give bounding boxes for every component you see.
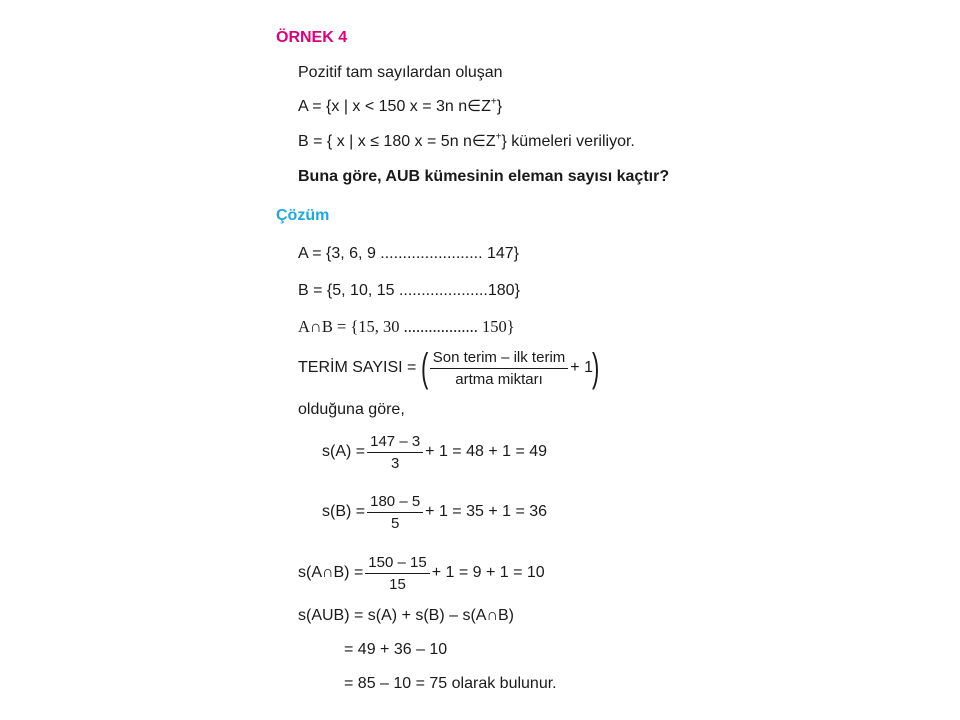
solution-set-intersection: A∩B = {15, 30 .................. 150} [298, 317, 515, 336]
term-count-label: TERİM SAYISI = [298, 359, 417, 376]
sab-fraction [365, 554, 429, 593]
sa-label: s(A) = [322, 443, 366, 460]
sab-denominator: 15 [389, 575, 406, 593]
sb-numerator: 180 – 5 [367, 493, 423, 513]
set-a-definition-tail: } [496, 98, 503, 115]
sa-denominator: 3 [390, 454, 400, 472]
solution-set-a: A = {3, 6, 9 ....................... 147} [298, 245, 520, 262]
sa-formula [322, 430, 547, 474]
term-count-tail: + 1 [570, 359, 593, 376]
set-a-definition-text: A = {x | x < 150 x = 3n n∈Z [298, 98, 491, 115]
example-intro: Pozitif tam sayılardan oluşan [298, 64, 503, 81]
sb-formula [322, 490, 547, 534]
superscript-plus: + [490, 96, 497, 108]
term-count-fraction [430, 349, 569, 388]
since-text: olduğuna göre, [298, 401, 405, 418]
union-line-1: s(AUB) = s(A) + s(B) – s(A∩B) [298, 607, 514, 624]
union-line-3: = 85 – 10 = 75 olarak bulunur. [344, 675, 557, 692]
sb-label: s(B) = [322, 503, 366, 520]
sb-fraction [367, 493, 423, 532]
left-paren-icon: ( [421, 346, 429, 390]
set-a-definition [298, 97, 502, 117]
term-count-formula [298, 346, 598, 390]
sab-tail: + 1 = 9 + 1 = 10 [431, 564, 545, 581]
term-count-numerator: Son terim – ilk terim [430, 349, 569, 369]
superscript-plus: + [495, 131, 502, 143]
sab-formula [298, 551, 545, 595]
sb-tail: + 1 = 35 + 1 = 36 [425, 503, 548, 520]
set-b-definition-tail: } kümeleri veriliyor. [501, 133, 635, 150]
solution-title: Çözüm [276, 207, 330, 224]
union-line-2: = 49 + 36 – 10 [344, 641, 448, 658]
sa-fraction [367, 433, 423, 472]
right-paren-icon: ) [591, 346, 600, 390]
sa-numerator: 147 – 3 [367, 433, 423, 453]
sb-denominator: 5 [390, 514, 400, 532]
term-count-denominator: artma miktarı [455, 370, 543, 388]
set-b-definition-text: B = { x | x ≤ 180 x = 5n n∈Z [298, 133, 496, 150]
example-title: ÖRNEK 4 [276, 29, 348, 46]
example-question: Buna göre, AUB kümesinin eleman sayısı kaçtır? [298, 168, 670, 185]
sab-numerator: 150 – 15 [365, 554, 429, 574]
sab-label: s(A∩B) = [298, 564, 364, 581]
solution-set-b: B = {5, 10, 15 ....................180} [298, 282, 520, 299]
set-b-definition [298, 132, 635, 152]
sa-tail: + 1 = 48 + 1 = 49 [425, 443, 548, 460]
